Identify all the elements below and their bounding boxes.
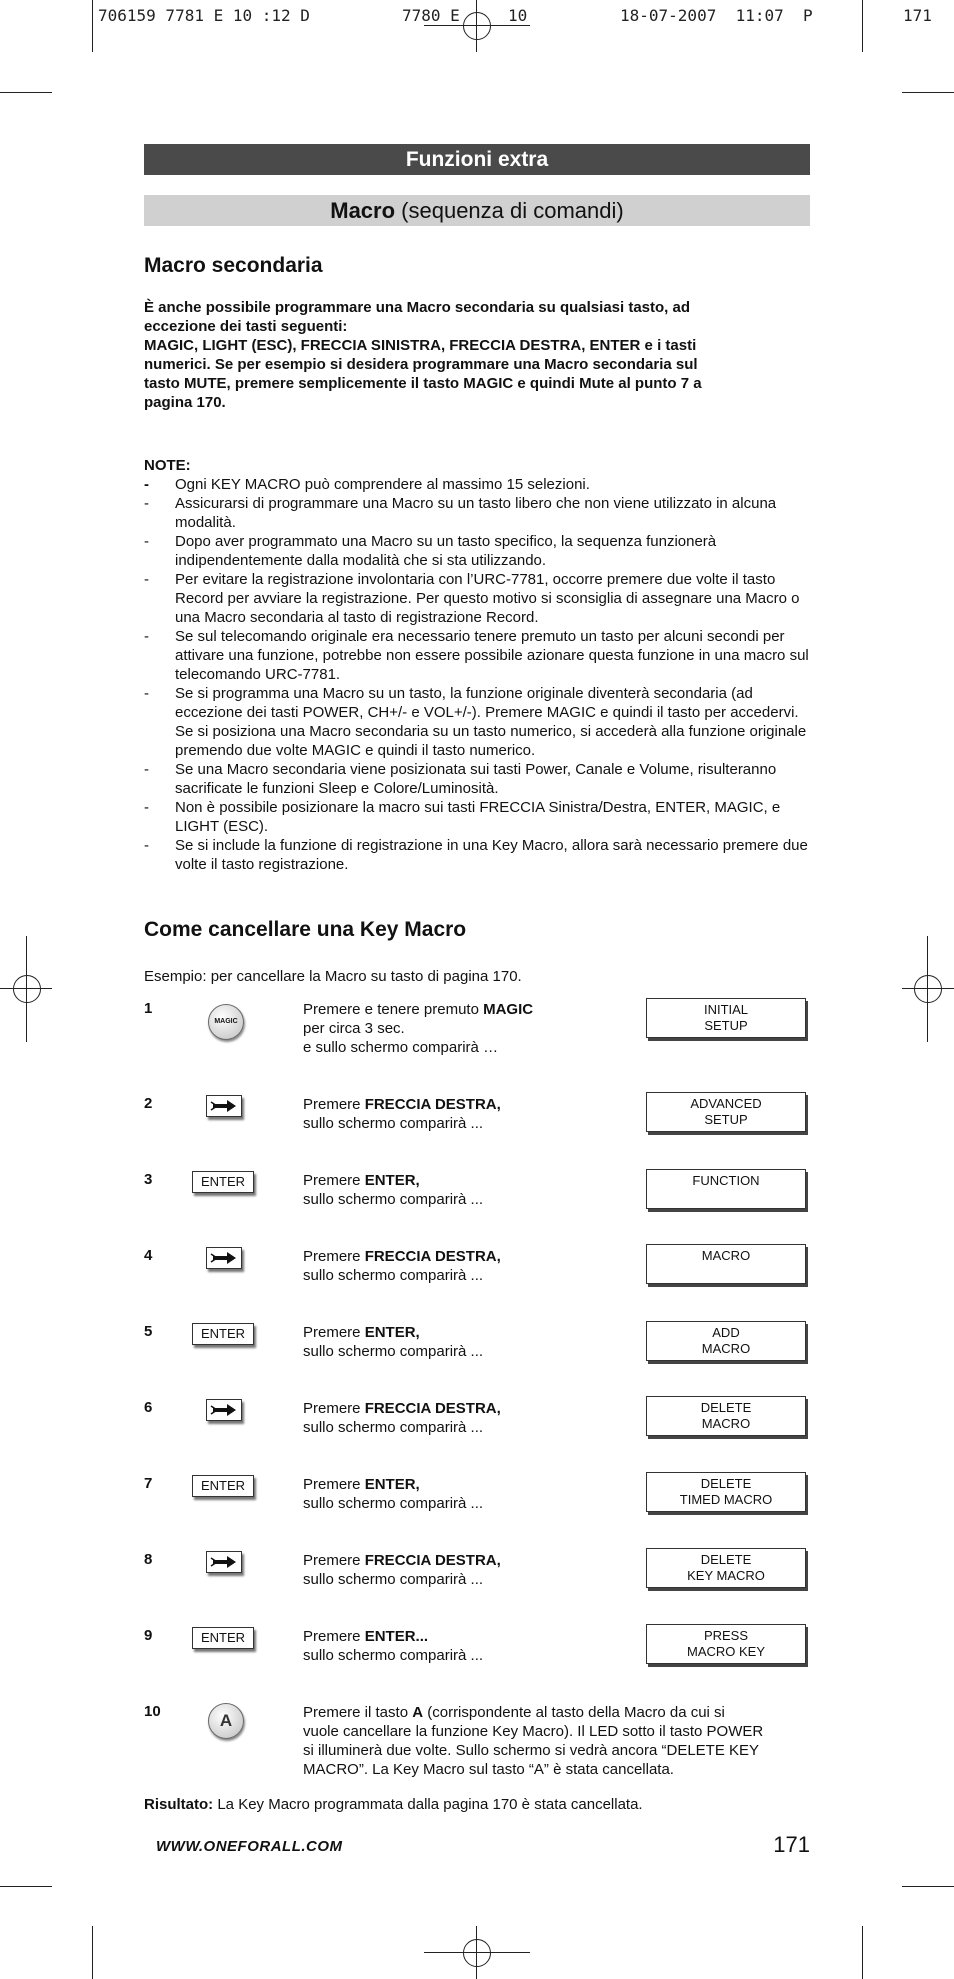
lcd-screen bbox=[646, 1624, 806, 1664]
step-text: (corrispondente al tasto della Macro da cui si bbox=[423, 1704, 725, 1721]
subsection-bold: Macro bbox=[330, 198, 396, 223]
note-item: - Se si programma una Macro su un tasto, la funzione originale diventerà secondaria (ad eccezione dei tasti POWER, CH+/- e VOL+/-). Premere MAGIC e quindi il tasto per accedervi. Se si posiziona una Macro secondaria su un tasto numerico, si accederà alla funzione originale premendo due volte MAGIC e quindi il tasto numerico. bbox=[144, 684, 810, 760]
step-text-bold: FRECCIA DESTRA, bbox=[364, 1400, 501, 1417]
crop-mark bbox=[0, 1886, 52, 1887]
slug-folio: 171 bbox=[903, 6, 932, 25]
crop-mark bbox=[0, 92, 52, 93]
registration-line bbox=[927, 936, 928, 1042]
result-body: La Key Macro programmata dalla pagina 170 è stata cancellata. bbox=[213, 1796, 643, 1813]
a-key-icon bbox=[208, 1703, 244, 1739]
lcd-line: ADD bbox=[712, 1325, 740, 1340]
step-number: 9 bbox=[144, 1627, 153, 1644]
step-text: sullo schermo comparirà ... bbox=[303, 1647, 484, 1664]
lcd-line: KEY MACRO bbox=[687, 1568, 765, 1583]
lcd-line: MACRO KEY bbox=[686, 1644, 765, 1659]
magic-key-label: MAGIC bbox=[214, 1018, 238, 1025]
step-text-bold: ENTER, bbox=[364, 1476, 420, 1493]
lcd-screen bbox=[646, 998, 806, 1038]
step-text: sullo schermo comparirà ... bbox=[303, 1343, 484, 1360]
intro-line: numerici. Se per esempio si desidera programmare una Macro secondaria sul bbox=[144, 356, 698, 373]
intro-line: eccezione dei tasti seguenti: bbox=[144, 318, 348, 335]
step-text: MACRO”. La Key Macro sul tasto “A” è stata cancellata. bbox=[303, 1761, 674, 1778]
registration-line bbox=[476, 0, 477, 52]
step-number: 7 bbox=[144, 1475, 153, 1492]
registration-line bbox=[26, 936, 27, 1042]
crop-mark bbox=[862, 1926, 863, 1979]
step-description bbox=[303, 1000, 683, 1057]
step-text: sullo schermo comparirà ... bbox=[303, 1191, 484, 1208]
step-text: Premere il tasto bbox=[303, 1704, 413, 1721]
lcd-line: SETUP bbox=[704, 1018, 748, 1033]
step-text: Premere bbox=[303, 1248, 365, 1265]
arrow-right-key-icon bbox=[206, 1551, 242, 1573]
step-description bbox=[303, 1399, 683, 1437]
lcd-line: FUNCTION bbox=[692, 1173, 760, 1188]
notes-list bbox=[144, 475, 810, 874]
registration-mark-top bbox=[463, 12, 491, 40]
step-description bbox=[303, 1323, 683, 1361]
step-text: sullo schermo comparirà ... bbox=[303, 1115, 484, 1132]
magic-key-icon bbox=[208, 1004, 244, 1040]
step-text-bold: MAGIC bbox=[483, 1001, 534, 1018]
note-item: - Ogni KEY MACRO può comprendere al massimo 15 selezioni. bbox=[144, 475, 810, 494]
enter-key-icon: ENTER bbox=[192, 1171, 254, 1193]
arrow-right-key-icon bbox=[206, 1247, 242, 1269]
crop-mark bbox=[92, 1926, 93, 1979]
crop-mark bbox=[862, 0, 863, 52]
step-number: 1 bbox=[144, 1000, 153, 1017]
step-description bbox=[303, 1171, 683, 1209]
intro-line: MAGIC, LIGHT (ESC), FRECCIA SINISTRA, FRECCIA DESTRA, ENTER e i tasti bbox=[144, 337, 697, 354]
step-text: vuole cancellare la funzione Key Macro). Il LED sotto il tasto POWER bbox=[303, 1723, 764, 1740]
step-description bbox=[303, 1551, 683, 1589]
lcd-line: DELETE bbox=[700, 1552, 752, 1567]
lcd-line: MACRO bbox=[701, 1341, 751, 1356]
a-key-label: A bbox=[219, 1711, 233, 1730]
page-number: 171 bbox=[773, 1832, 810, 1857]
lcd-line: DELETE bbox=[700, 1476, 752, 1491]
step-text: e sullo schermo comparirà … bbox=[303, 1039, 499, 1056]
lcd-line: ADVANCED bbox=[690, 1096, 762, 1111]
step-text: sullo schermo comparirà ... bbox=[303, 1267, 484, 1284]
registration-line bbox=[476, 1926, 477, 1979]
crop-mark bbox=[902, 1886, 954, 1887]
arrow-right-key-icon bbox=[206, 1095, 242, 1117]
crop-mark bbox=[902, 92, 954, 93]
step-number: 6 bbox=[144, 1399, 153, 1416]
step-description bbox=[303, 1475, 683, 1513]
step-number: 3 bbox=[144, 1171, 153, 1188]
step-text: si illuminerà due volte. Sullo schermo si vedrà ancora “DELETE KEY bbox=[303, 1742, 760, 1759]
step-description bbox=[303, 1703, 813, 1779]
step-text: Premere bbox=[303, 1400, 365, 1417]
registration-line bbox=[424, 1952, 530, 1953]
step-number: 2 bbox=[144, 1095, 153, 1112]
crop-mark bbox=[92, 0, 93, 52]
step-text-bold: ENTER, bbox=[364, 1172, 420, 1189]
step-text: sullo schermo comparirà ... bbox=[303, 1495, 484, 1512]
registration-mark-bottom bbox=[463, 1939, 491, 1967]
lcd-screen bbox=[646, 1321, 806, 1361]
step-text-bold: A bbox=[412, 1704, 424, 1721]
slug-page: 10 bbox=[508, 6, 528, 25]
step-text: sullo schermo comparirà ... bbox=[303, 1419, 484, 1436]
lcd-line: TIMED MACRO bbox=[679, 1492, 773, 1507]
secondary-intro bbox=[144, 298, 810, 412]
lcd-line: PRESS bbox=[703, 1628, 749, 1643]
result-label: Risultato: bbox=[144, 1796, 214, 1813]
steps-area bbox=[144, 1000, 810, 1813]
lcd-line: INITIAL bbox=[703, 1002, 749, 1017]
slug-job: 706159 7781 E 10 :12 D bbox=[98, 6, 310, 25]
step-text: Premere e tenere premuto bbox=[303, 1001, 484, 1018]
registration-mark-left bbox=[13, 975, 41, 1003]
step-text: Premere bbox=[303, 1628, 365, 1645]
step-description bbox=[303, 1247, 683, 1285]
step-text-bold: ENTER... bbox=[364, 1628, 429, 1645]
subsection-rest: (sequenza di comandi) bbox=[395, 198, 624, 223]
step-text: Premere bbox=[303, 1552, 365, 1569]
step-number: 8 bbox=[144, 1551, 153, 1568]
step-description bbox=[303, 1627, 683, 1665]
step-text: Premere bbox=[303, 1476, 365, 1493]
lcd-screen bbox=[646, 1396, 806, 1436]
note-item: - Non è possibile posizionare la macro sui tasti FRECCIA Sinistra/Destra, ENTER, MAGIC, e LIGHT (ESC). bbox=[144, 798, 810, 836]
step-text: Premere bbox=[303, 1096, 365, 1113]
note-item: - Dopo aver programmato una Macro su un tasto specifico, la sequenza funzionerà indipendentemente dalla modalità che si sta utilizzando. bbox=[144, 532, 810, 570]
cancel-example: Esempio: per cancellare la Macro su tasto di pagina 170. bbox=[144, 968, 522, 985]
step-text: sullo schermo comparirà ... bbox=[303, 1571, 484, 1588]
step-text-bold: ENTER, bbox=[364, 1324, 420, 1341]
step-text-bold: FRECCIA DESTRA, bbox=[364, 1096, 501, 1113]
brand-logo: WWW.ONEFORALL.COM bbox=[156, 1838, 343, 1855]
step-text: Premere bbox=[303, 1172, 365, 1189]
lcd-screen bbox=[646, 1092, 806, 1132]
registration-line bbox=[424, 25, 530, 26]
step-description bbox=[303, 1095, 683, 1133]
step-number: 5 bbox=[144, 1323, 153, 1340]
slug-datetime: 18-07-2007 11:07 P bbox=[620, 6, 813, 25]
step-text-bold: FRECCIA DESTRA, bbox=[364, 1248, 501, 1265]
registration-mark-right bbox=[914, 975, 942, 1003]
footer bbox=[144, 1832, 810, 1862]
notes-heading: NOTE: bbox=[144, 457, 191, 474]
lcd-screen bbox=[646, 1472, 806, 1512]
subsection-bar bbox=[144, 195, 810, 226]
step-text-bold: FRECCIA DESTRA, bbox=[364, 1552, 501, 1569]
lcd-line: SETUP bbox=[704, 1112, 748, 1127]
intro-line: tasto MUTE, premere semplicemente il tasto MAGIC e quindi Mute al punto 7 a bbox=[144, 375, 702, 392]
note-item: - Assicurarsi di programmare una Macro su un tasto libero che non viene utilizzato in alcuna modalità. bbox=[144, 494, 810, 532]
lcd-screen bbox=[646, 1244, 806, 1284]
step-text: per circa 3 sec. bbox=[303, 1020, 405, 1037]
step-text: Premere bbox=[303, 1324, 365, 1341]
result-text bbox=[144, 1796, 643, 1813]
note-item: - Per evitare la registrazione involontaria con l’URC-7781, occorre premere due volte il tasto Record per avviare la registrazione. Per questo motivo si sconsiglia di assegnare una Macro o una Macro secondaria al tasto di registrazione Record. bbox=[144, 570, 810, 627]
intro-line: pagina 170. bbox=[144, 394, 226, 411]
lcd-line: DELETE bbox=[700, 1400, 752, 1415]
step-number: 10 bbox=[144, 1703, 161, 1720]
note-item: - Se una Macro secondaria viene posizionata sui tasti Power, Canale e Volume, risulteranno sacrificate le funzioni Sleep e Colore/Luminosità. bbox=[144, 760, 810, 798]
lcd-screen bbox=[646, 1169, 806, 1209]
note-item: - Se sul telecomando originale era necessario tenere premuto un tasto per alcuni secondi per attivare una funzione, potrebbe non essere possibile azionare questa funzione in una macro sul telecomando URC-7781. bbox=[144, 627, 810, 684]
registration-line bbox=[902, 988, 954, 989]
enter-key-icon: ENTER bbox=[192, 1475, 254, 1497]
enter-key-icon: ENTER bbox=[192, 1627, 254, 1649]
step-number: 4 bbox=[144, 1247, 153, 1264]
arrow-right-key-icon bbox=[206, 1399, 242, 1421]
secondary-macro-title: Macro secondaria bbox=[144, 254, 323, 277]
slug-part: 7780 E bbox=[402, 6, 460, 25]
page-content bbox=[144, 144, 810, 1003]
lcd-line: MACRO bbox=[701, 1248, 751, 1263]
enter-key-icon: ENTER bbox=[192, 1323, 254, 1345]
lcd-line: MACRO bbox=[701, 1416, 751, 1431]
cancel-macro-title: Come cancellare una Key Macro bbox=[144, 918, 467, 941]
intro-line: È anche possibile programmare una Macro secondaria su qualsiasi tasto, ad bbox=[144, 299, 691, 316]
note-item: - Se si include la funzione di registrazione in una Key Macro, allora sarà necessario premere due volte il tasto registrazione. bbox=[144, 836, 810, 874]
section-bar: Funzioni extra bbox=[144, 144, 810, 175]
lcd-screen bbox=[646, 1548, 806, 1588]
